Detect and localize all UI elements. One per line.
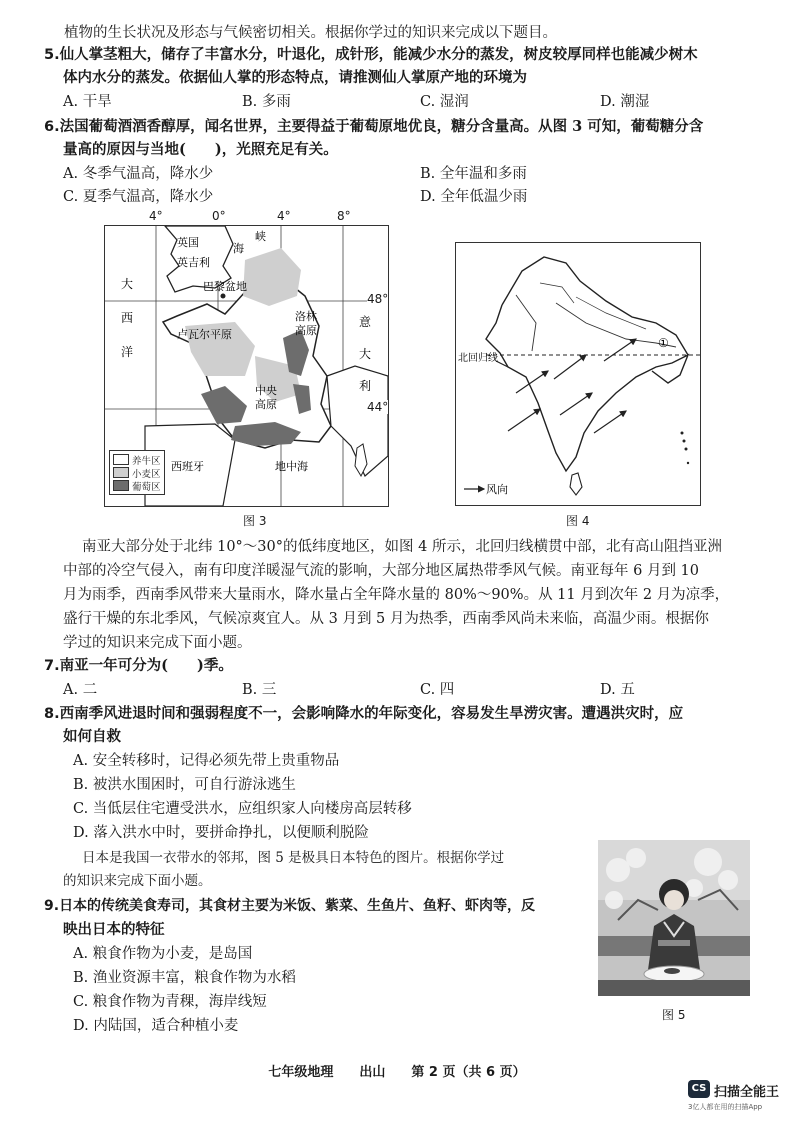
region-marker: ① (658, 336, 669, 350)
south-asia-map (455, 242, 701, 506)
tropic-label: 北回归线 (458, 353, 498, 364)
question-text: 西南季风进退时间和强弱程度不一，会影响降水的年际变化，容易发生旱涝灾害。遭遇洪灾时，应 (59, 705, 684, 722)
question-6-line2: 量高的原因与当地( )，光照充足有关。 (63, 141, 338, 158)
question-number: 9. (44, 898, 60, 914)
passage-line: 中部的冷空气侵入，南有印度洋暖湿气流的影响，大部分地区属热带季风气候。南亚每年 6 月到 10 (63, 563, 699, 579)
option-d: D. 落入洪水中时，要拼命挣扎，以便顺利脱险 (73, 825, 369, 841)
scanner-logo-icon: CS (688, 1080, 710, 1098)
question-text: 南亚一年可分为( )季。 (59, 657, 233, 674)
channel-label-c: 峡 (255, 230, 266, 243)
question-text: 仙人掌茎粗大，储存了丰富水分，叶退化，成针形，能减少水分的蒸发，树皮较厚同样也能减少树木 (59, 46, 698, 63)
lorraine-label-a: 洛林 (295, 310, 317, 323)
passage-line: 日本是我国一衣带水的邻邦，图 5 是极具日本特色的图片。根据你学过 (82, 850, 505, 866)
option-c: C. 粮食作物为青稞，海岸线短 (73, 994, 267, 1010)
option-c: C. 四 (420, 682, 455, 698)
question-5 (44, 45, 698, 65)
option-d: D. 五 (600, 682, 635, 698)
paris-dot (221, 294, 226, 299)
question-number: 7. (44, 658, 60, 674)
option-c: C. 湿润 (420, 94, 469, 110)
channel-label-b: 海 (233, 242, 244, 255)
peninsula-coast (486, 305, 688, 471)
option-a: A. 干旱 (63, 94, 112, 110)
figure-4-caption: 图 4 (566, 514, 590, 528)
option-a: A. 粮食作物为小麦，是岛国 (73, 946, 253, 962)
himalaya-line (576, 297, 646, 329)
option-b: B. 渔业资源丰富，粮食作物为水稻 (73, 970, 296, 986)
central-plateau-label-b: 高原 (255, 398, 277, 411)
italy-label-c: 利 (359, 379, 372, 393)
question-text: 法国葡萄酒酒香醇厚，闻名世界，主要得益于葡萄原地优良，糖分含量高。从图 3 可知，葡萄糖分含 (59, 118, 704, 135)
figure-5-caption: 图 5 (662, 1008, 686, 1022)
spain-label: 西班牙 (171, 460, 204, 473)
option-b: B. 全年温和多雨 (420, 166, 527, 182)
question-5-line2: 体内水分的蒸发。依据仙人掌的形态特点，请推测仙人掌原产地的环境为 (63, 69, 527, 86)
latitude-label: 48° (367, 292, 389, 306)
option-d: D. 内陆国，适合种植小麦 (73, 1018, 239, 1034)
atlantic-label-a: 大 (121, 277, 134, 291)
figure-5-photo (598, 840, 750, 996)
figure-3-caption: 图 3 (243, 514, 267, 528)
lorraine-label-b: 高原 (295, 324, 317, 337)
latitude-label: 44° (367, 400, 389, 414)
longitude-label: 0° (212, 209, 226, 223)
question-number: 6. (44, 119, 60, 135)
option-c: C. 当低层住宅遭受洪水，应组织家人向楼房高层转移 (73, 801, 412, 817)
question-8 (44, 704, 683, 724)
legend-cattle: 养牛区 (113, 453, 161, 466)
sri-lanka (570, 473, 582, 495)
scanner-brand-name: 扫描全能王 (714, 1085, 780, 1100)
france-map (104, 225, 389, 507)
question-number: 5. (44, 47, 60, 63)
map-legend (109, 450, 165, 495)
wind-arrows (508, 339, 636, 433)
legend-grape: 葡萄区 (113, 479, 161, 492)
option-d: D. 全年低温少雨 (420, 189, 528, 205)
question-number: 8. (44, 706, 60, 722)
longitude-label: 4° (149, 209, 163, 223)
option-a: A. 冬季气温高，降水少 (63, 166, 214, 182)
passage-line: 月为雨季，西南季风带来大量雨水，降水量占全年降水量的 80%～90%。从 11 月到次年 2 月为凉季， (63, 587, 730, 603)
option-b: B. 多雨 (242, 94, 291, 110)
passage-line: 学过的知识来完成下面小题。 (63, 635, 252, 651)
andaman-islands (681, 432, 690, 465)
wind-legend-label: 风向 (486, 483, 508, 496)
passage-line: 南亚大部分处于北纬 10°～30°的低纬度地区，如图 4 所示，北回归线横贯中部，北有高山阻挡亚洲 (82, 539, 722, 555)
option-c: C. 夏季气温高，降水少 (63, 189, 214, 205)
option-a: A. 二 (63, 682, 98, 698)
longitude-label: 8° (337, 209, 351, 223)
option-d: D. 潮湿 (600, 94, 650, 110)
channel-label-a: 英吉利 (177, 256, 210, 269)
option-a: A. 安全转移时，记得必须先带上贵重物品 (73, 753, 340, 769)
italy-label-a: 意 (359, 315, 372, 329)
uk-label: 英国 (177, 236, 199, 249)
river-indus (516, 295, 536, 351)
atlantic-label-b: 西 (121, 311, 134, 325)
passage-line: 的知识来完成下面小题。 (63, 873, 212, 889)
scanner-brand-tagline: 3亿人都在用的扫描App (688, 1103, 763, 1111)
question-7 (44, 656, 233, 676)
option-b: B. 三 (242, 682, 277, 698)
south-asia-map-svg (456, 243, 700, 505)
question-9 (44, 896, 535, 916)
central-plateau-label-a: 中央 (255, 384, 277, 397)
page-footer: 七年级地理 出山 第 2 页（共 6 页） (268, 1065, 526, 1080)
paris-basin-label: 巴黎盆地 (203, 280, 247, 293)
legend-wheat: 小麦区 (113, 466, 161, 479)
question-text: 日本的传统美食寿司，其食材主要为米饭、紫菜、生鱼片、鱼籽、虾肉等，反 (59, 898, 536, 914)
longitude-label: 4° (277, 209, 291, 223)
loire-label: 卢瓦尔平原 (177, 328, 232, 341)
italy-label-b: 大 (359, 347, 372, 361)
question-9-line2: 映出日本的特征 (63, 921, 165, 938)
passage-line: 盛行干燥的东北季风，气候凉爽宜人。从 3 月到 5 月为热季，西南季风尚未来临，高温少雨。根据你 (63, 611, 709, 627)
atlantic-label-c: 洋 (121, 345, 134, 359)
option-b: B. 被洪水围困时，可自行游泳逃生 (73, 777, 296, 793)
question-6 (44, 117, 703, 137)
question-8-line2: 如何自救 (63, 728, 121, 745)
intro-text: 植物的生长状况及形态与气候密切相关。根据你学过的知识来完成以下题目。 (64, 25, 557, 41)
mediterranean-label: 地中海 (275, 460, 308, 473)
border-inner (540, 283, 574, 303)
